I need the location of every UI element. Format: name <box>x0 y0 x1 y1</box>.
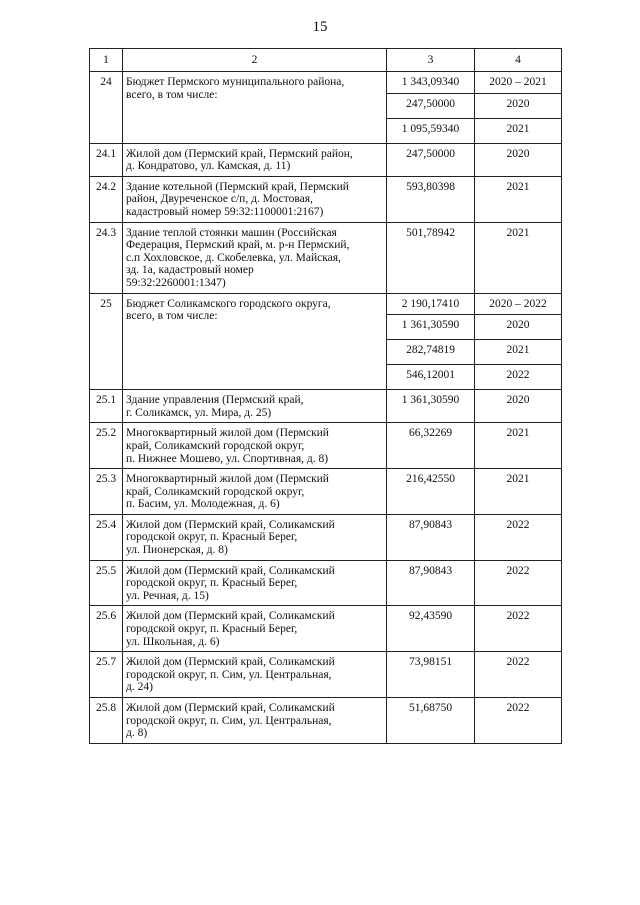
period-cell: 2020 <box>475 315 562 340</box>
table-row <box>90 293 562 315</box>
column-header-2: 2 <box>123 49 387 72</box>
row-number: 25.2 <box>90 423 123 469</box>
amount-cell: 546,12001 <box>387 365 475 390</box>
period-cell: 2021 <box>475 423 562 469</box>
table-row <box>90 72 562 94</box>
row-number: 25.5 <box>90 560 123 606</box>
amount-cell: 92,43590 <box>387 606 475 652</box>
row-number: 25.4 <box>90 514 123 560</box>
table-row <box>90 469 562 515</box>
period-cell: 2021 <box>475 176 562 222</box>
period-cell: 2022 <box>475 606 562 652</box>
amount-cell: 1 361,30590 <box>387 315 475 340</box>
table-header-row <box>90 49 562 72</box>
amount-cell: 1 095,59340 <box>387 118 475 143</box>
object-name: Жилой дом (Пермский край, Соликамский городской округ, п. Сим, ул. Центральная, д. 24) <box>123 652 387 698</box>
table-row <box>90 390 562 423</box>
object-name: Здание теплой стоянки машин (Российская Федерация, Пермский край, м. р-н Пермский, с.п Хохловское, д. Скобелевка, ул. Майская, зд. 1а, кадастровый номер 59:32:2260001:1347) <box>123 222 387 293</box>
row-number: 24.2 <box>90 176 123 222</box>
row-number: 25.8 <box>90 698 123 744</box>
object-name: Бюджет Соликамского городского округа, всего, в том числе: <box>123 293 387 390</box>
row-number: 24.1 <box>90 143 123 176</box>
column-header-1: 1 <box>90 49 123 72</box>
amount-cell: 282,74819 <box>387 340 475 365</box>
table-row <box>90 143 562 176</box>
amount-cell: 593,80398 <box>387 176 475 222</box>
period-cell: 2020 <box>475 143 562 176</box>
object-name: Здание котельной (Пермский край, Пермский район, Двуреченское с/п, д. Мостовая, кадастровый номер 59:32:1100001:2167) <box>123 176 387 222</box>
row-number: 25 <box>90 293 123 390</box>
table-row <box>90 176 562 222</box>
object-name: Жилой дом (Пермский край, Соликамский городской округ, п. Красный Берег, ул. Пионерская, д. 8) <box>123 514 387 560</box>
object-name: Жилой дом (Пермский край, Пермский район, д. Кондратово, ул. Камская, д. 11) <box>123 143 387 176</box>
row-number: 25.3 <box>90 469 123 515</box>
period-cell: 2022 <box>475 698 562 744</box>
amount-cell: 51,68750 <box>387 698 475 744</box>
table-row <box>90 423 562 469</box>
amount-cell: 66,32269 <box>387 423 475 469</box>
column-header-3: 3 <box>387 49 475 72</box>
table-row <box>90 698 562 744</box>
object-name: Жилой дом (Пермский край, Соликамский городской округ, п. Красный Берег, ул. Речная, д. 15) <box>123 560 387 606</box>
row-number: 25.6 <box>90 606 123 652</box>
amount-cell: 216,42550 <box>387 469 475 515</box>
period-cell: 2020 <box>475 390 562 423</box>
row-number: 24.3 <box>90 222 123 293</box>
column-header-4: 4 <box>475 49 562 72</box>
period-cell: 2021 <box>475 222 562 293</box>
table-row <box>90 560 562 606</box>
row-number: 24 <box>90 72 123 144</box>
object-name: Здание управления (Пермский край, г. Соликамск, ул. Мира, д. 25) <box>123 390 387 423</box>
amount-cell: 1 343,09340 <box>387 72 475 94</box>
period-cell: 2022 <box>475 365 562 390</box>
budget-table <box>89 48 562 744</box>
amount-cell: 73,98151 <box>387 652 475 698</box>
object-name: Многоквартирный жилой дом (Пермский край, Соликамский городской округ, п. Басим, ул. Молодежная, д. 6) <box>123 469 387 515</box>
period-cell: 2020 – 2021 <box>475 72 562 94</box>
amount-cell: 1 361,30590 <box>387 390 475 423</box>
period-cell: 2020 – 2022 <box>475 293 562 315</box>
amount-cell: 247,50000 <box>387 93 475 118</box>
period-cell: 2021 <box>475 340 562 365</box>
object-name: Многоквартирный жилой дом (Пермский край, Соликамский городской округ, п. Нижнее Мошево, ул. Спортивная, д. 8) <box>123 423 387 469</box>
period-cell: 2021 <box>475 469 562 515</box>
period-cell: 2020 <box>475 93 562 118</box>
table-row <box>90 222 562 293</box>
table-row <box>90 606 562 652</box>
amount-cell: 87,90843 <box>387 560 475 606</box>
amount-cell: 87,90843 <box>387 514 475 560</box>
period-cell: 2022 <box>475 514 562 560</box>
period-cell: 2022 <box>475 652 562 698</box>
row-number: 25.7 <box>90 652 123 698</box>
amount-cell: 2 190,17410 <box>387 293 475 315</box>
period-cell: 2021 <box>475 118 562 143</box>
table-row <box>90 652 562 698</box>
row-number: 25.1 <box>90 390 123 423</box>
object-name: Жилой дом (Пермский край, Соликамский городской округ, п. Сим, ул. Центральная, д. 8) <box>123 698 387 744</box>
object-name: Жилой дом (Пермский край, Соликамский городской округ, п. Красный Берег, ул. Школьная, д. 6) <box>123 606 387 652</box>
page-number: 15 <box>312 19 328 35</box>
amount-cell: 501,78942 <box>387 222 475 293</box>
object-name: Бюджет Пермского муниципального района, всего, в том числе: <box>123 72 387 144</box>
amount-cell: 247,50000 <box>387 143 475 176</box>
table-row <box>90 514 562 560</box>
period-cell: 2022 <box>475 560 562 606</box>
budget-table-body <box>90 49 562 744</box>
